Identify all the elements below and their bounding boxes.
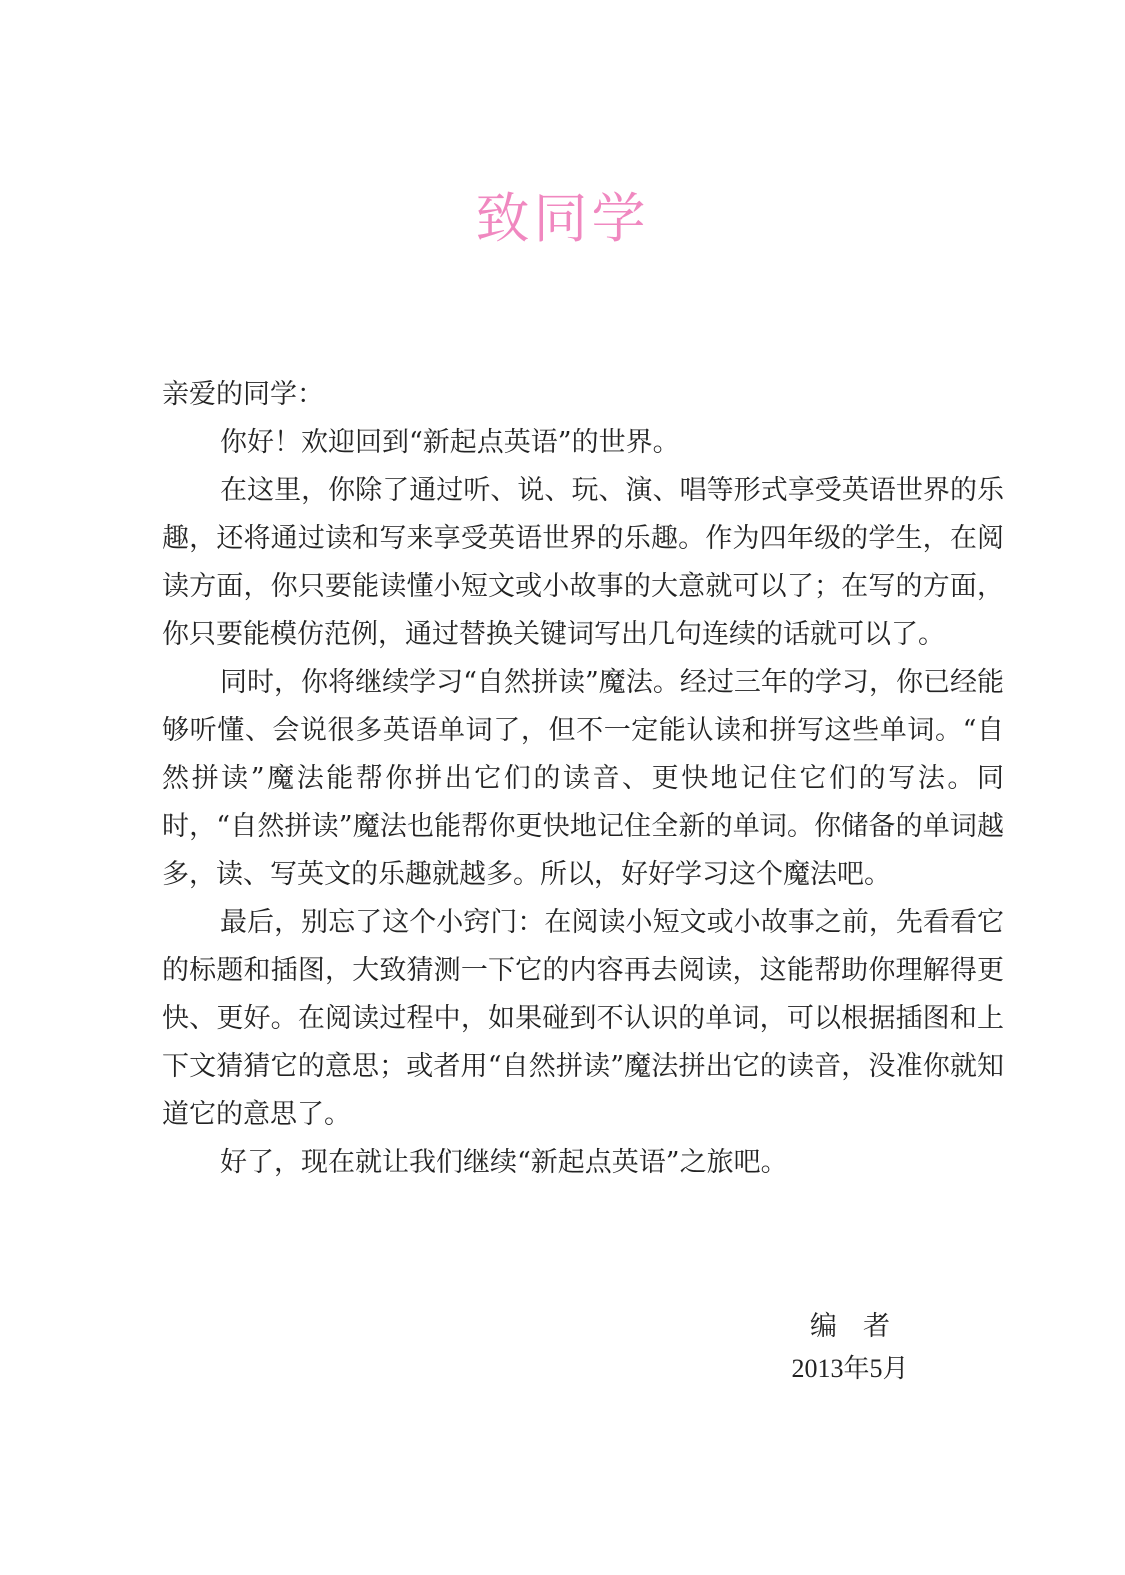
- paragraph-greeting: 你好！欢迎回到“新起点英语”的世界。: [220, 427, 680, 458]
- paragraph-phonics: 同时，你将继续学习“自然拼读”魔法。经过三年的学习，你已经能够听懂、会说很多英语单词了，但不一定能认读和拼写这些单词。“自然拼读”魔法能帮你拼出它们的读音、更快地记住它们的写法。同时，“自然拼读”魔法也能帮你更快地记住全新的单词。你储备的单词越多，读、写英文的乐趣就越多。所以，好好学习这个魔法吧。: [162, 667, 1004, 890]
- signature-author: 编者: [810, 1311, 916, 1342]
- salutation: 亲爱的同学：: [162, 379, 324, 410]
- paragraph-tips: 最后，别忘了这个小窍门：在阅读小短文或小故事之前，先看看它的标题和插图，大致猜测一下它的内容再去阅读，这能帮助你理解得更快、更好。在阅读过程中，如果碰到不认识的单词，可以根据插图和上下文猜猜它的意思；或者用“自然拼读”魔法拼出它的读音，没准你就知道它的意思了。: [162, 907, 1004, 1130]
- paragraph-closing: 好了，现在就让我们继续“新起点英语”之旅吧。: [220, 1147, 788, 1178]
- signature-block: [770, 1306, 930, 1390]
- signature-date: 2013年5月: [791, 1354, 909, 1383]
- letter-body: [162, 371, 1004, 1187]
- page-title: 致同学: [475, 187, 650, 251]
- paragraph-reading-writing: 在这里，你除了通过听、说、玩、演、唱等形式享受英语世界的乐趣，还将通过读和写来享受英语世界的乐趣。作为四年级的学生，在阅读方面，你只要能读懂小短文或小故事的大意就可以了；在写的方面，你只要能模仿范例，通过替换关键词写出几句连续的话就可以了。: [162, 475, 1004, 650]
